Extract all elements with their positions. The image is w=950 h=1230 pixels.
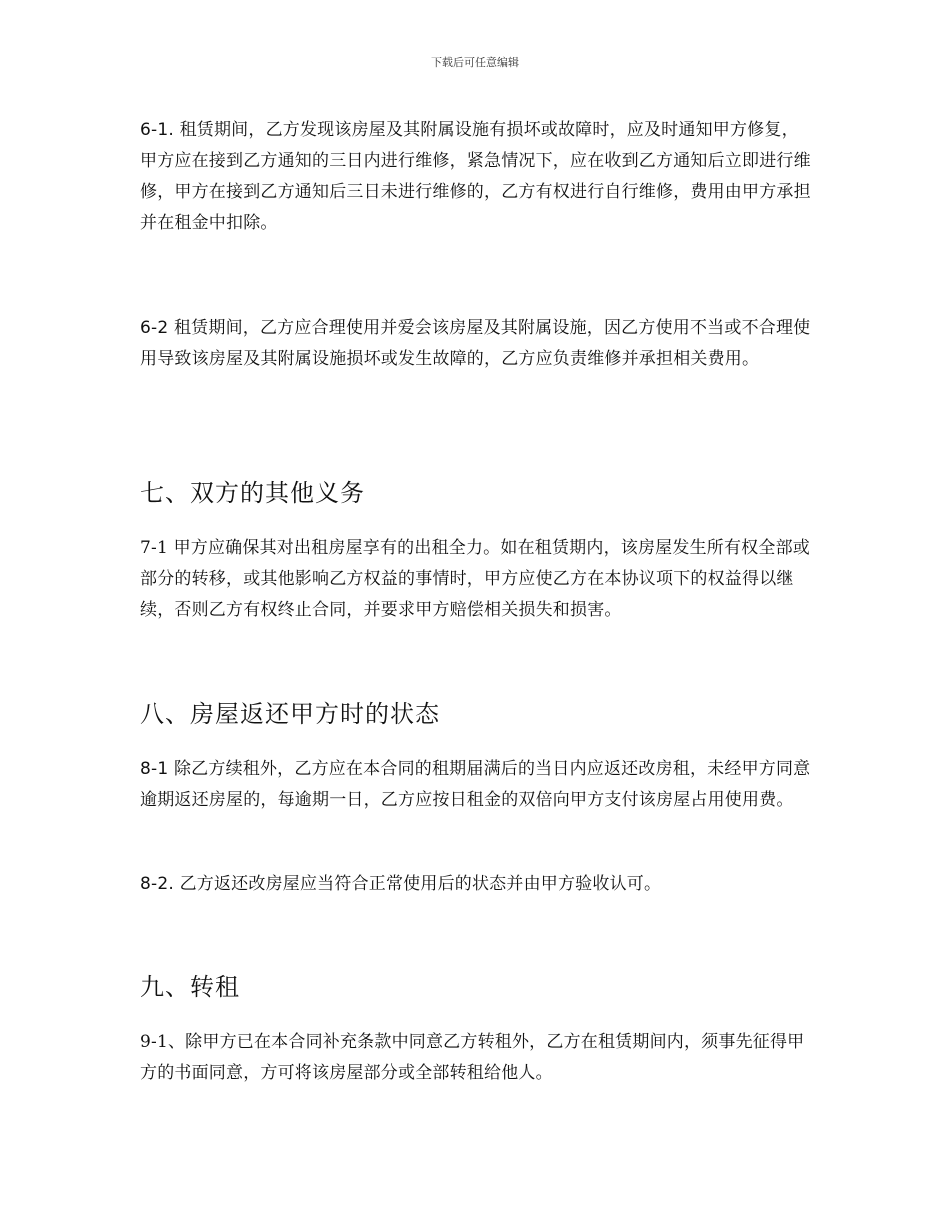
clause-6-1: 6-1. 租赁期间，乙方发现该房屋及其附属设施有损坏或故障时，应及时通知甲方修复，甲方应在接到乙方通知的三日内进行维修，紧急情况下，应在收到乙方通知后立即进行维修，甲方在接到乙方通知后三日未进行维修的，乙方有权进行自行维修，费用由甲方承担并在租金中扣除。	[140, 120, 811, 233]
section-9-title: 九、转租	[140, 973, 240, 1001]
clause-7-1: 7-1 甲方应确保其对出租房屋享有的出租全力。如在租赁期内，该房屋发生所有权全部或部分的转移，或其他影响乙方权益的事情时，甲方应使乙方在本协议项下的权益得以继续，否则乙方有权终止合同，并要求甲方赔偿相关损失和损害。	[140, 538, 810, 620]
clause-9-1: 9-1、除甲方已在本合同补充条款中同意乙方转租外，乙方在租赁期间内，须事先征得甲方的书面同意，方可将该房屋部分或全部转租给他人。	[140, 1032, 805, 1083]
clause-8-2: 8-2. 乙方返还改房屋应当符合正常使用后的状态并由甲方验收认可。	[140, 874, 662, 894]
section-8-title: 八、房屋返还甲方时的状态	[140, 700, 440, 728]
page-header-note: 下载后可任意编辑	[431, 56, 519, 69]
clause-8-1: 8-1 除乙方续租外，乙方应在本合同的租期届满后的当日内应返还改房租，未经甲方同意逾期返还房屋的，每逾期一日，乙方应按日租金的双倍向甲方支付该房屋占用使用费。	[140, 759, 811, 810]
clause-6-2: 6-2 租赁期间，乙方应合理使用并爱会该房屋及其附属设施，因乙方使用不当或不合理使用导致该房屋及其附属设施损坏或发生故障的，乙方应负责维修并承担相关费用。	[140, 318, 811, 369]
section-7-title: 七、双方的其他义务	[140, 479, 365, 507]
